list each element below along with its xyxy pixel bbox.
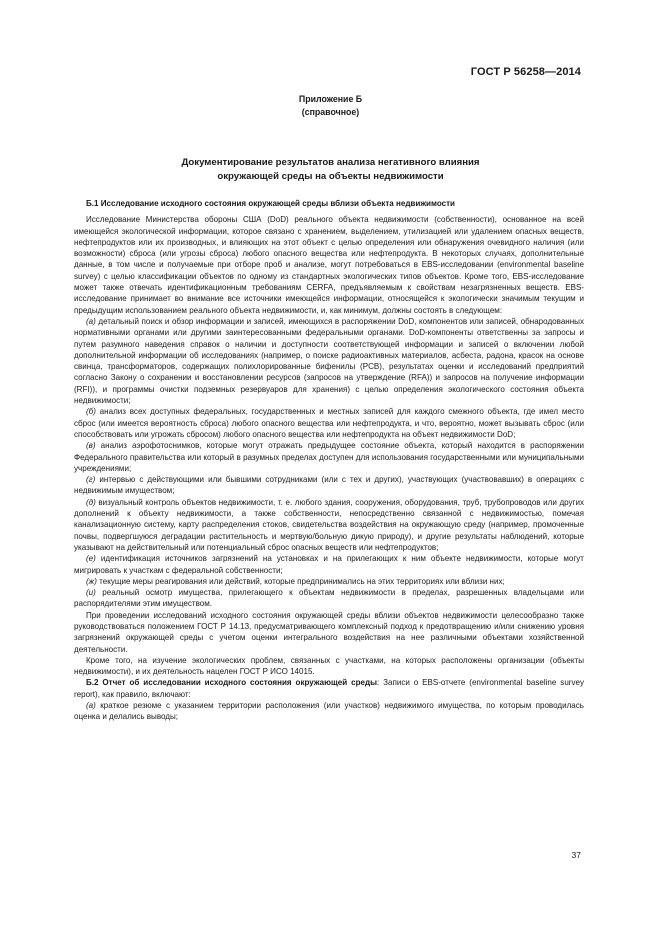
list-text-e: идентификация источников загрязнений на установках и на прилегающих к ним объекте недвижимости, которые могут мигрировать к участкам с федеральной собственности; (74, 554, 584, 575)
list-text-a: детальный поиск и обзор информации и записей, имеющихся в распоряжении DoD, компонентов или записей, обнародованных нормативными органами или другими заинтересованными федеральными органами. DoD-компоненты ответственны за запросы и путем разумного наведения справок о наличии и доступности соответствующей информации и записей о включении любой дополнительной информации об исследованиях (например, о поиске радиоактивных материалов, асбеста, радона, красок на основе свинца, трансформаторов, содержащих полихлорированные бифенилы (PCB), результатах оценки и исследований предприятий согласно Закону о сохранении и восстановлении ресурсов (запросов на утверждение (RFA)) и запросов на получение информации (RFI)), и программы очистки подземных резервуаров для хранения) с целью определения экологического состояния объекта недвижимости; (74, 316, 584, 406)
list-label-zh: (ж) (86, 576, 97, 586)
paragraph-intro: Исследование Министерства обороны США (DoD) реального объекта недвижимости (собственности), основанное на всей имеющейся экологической информации, которое связано с хранением, выделением, утилизацией или удалением опасных веществ, нефтепродуктов или их производных, и влияющих на этот объект с целью определения или обнаружения очевидного наличия (или возможности) сброса (или угрозы сброса) любого опасного вещества или нефтепродукта. В некоторых случаях, дополнительные данные, в том числе и получаемые при отборе проб и анализе, могут потребоваться в EBS-исследовании (environmental baseline survey) с целью классификации объектов по одному из стандартных экологических типов объектов. Кроме того, EBS-исследование может также отвечать идентификационным требованиям CERFA, предъявляемым к свойствам незагрязненных веществ. EBS-исследование принимает во внимание все источники имеющейся информации, относящейся к экологически значимым текущим и предыдущим использованием реального объекта недвижимости, и, как минимум, должны состоять в следующем: (74, 215, 584, 315)
section-b2-text: : Записи о EBS-отчете (environmental baseline survey report), как правило, включают: (74, 678, 584, 699)
standard-id: ГОСТ Р 56258—2014 (470, 66, 581, 78)
list-text-g: интервью с действующими или бывшими сотрудниками (или с тех и других), участвующих (участвовавших) в операциях с недвижимым имуществом; (74, 475, 584, 496)
paragraph-gost-reference: При проведении исследований исходного состояния окружающей среды вблизи объектов недвижимости целесообразно также руководствоваться положением ГОСТ Р 14.13, предусматривающего комплексный подход к предотвращению и/или снижению уровня загрязнений окружающей среды с учетом оценки интегрального воздействия на нее различными объектами хозяйственной деятельности. (74, 610, 584, 654)
document-title-line-2: окружающей среды на объекты недвижимости (217, 171, 444, 182)
section-b1-heading: Б.1 Исследование исходного состояния окружающей среды вблизи объекта недвижимости (86, 199, 455, 208)
list-item-zh (74, 576, 584, 587)
list-item-g (74, 474, 584, 497)
document-title-line-1: Документирование результатов анализа негативного влияния (181, 157, 480, 168)
list-label-g: (г) (86, 475, 96, 485)
list-item-b (74, 406, 584, 440)
list-label-b: (б) (86, 407, 96, 417)
list-text-b: анализ всех доступных федеральных, государственных и местных записей для каждого смежного объекта, где имел место сброс (или имеется вероятность сброса) любого опасного вещества или нефтепродукта, и что, вероятно, может вызывать сброс (или способствовать или угрожать сбросом) любого опасного вещества или нефтепродукта на объект недвижимости DoD; (74, 407, 584, 439)
document-body (74, 198, 584, 723)
list-text-zh: текущие меры реагирования или действий, которые предпринимались на этих территориях или вблизи них; (96, 576, 505, 586)
section-b2 (74, 677, 584, 700)
list-item-i (74, 587, 584, 610)
paragraph-iso-reference: Кроме того, на изучение экологических проблем, связанных с участками, на которых расположены организации (объекты недвижимости), и их деятельность нацелен ГОСТ Р ИСО 14015. (74, 655, 584, 677)
list-item-v (74, 440, 584, 474)
annex-title: Приложение Б (298, 94, 363, 104)
annex-note: (справочное) (301, 107, 360, 117)
list-label-a2: (а) (86, 701, 96, 711)
list-label-e: (е) (86, 554, 96, 564)
list-text-v: анализ аэрофотоснимков, которые могут отражать предыдущее состояние объекта, который находится в распоряжении Федерального правительства или который в разумных пределах доступен для использования государственными или муниципальными учреждениями; (74, 441, 584, 473)
section-b2-heading: Б.2 Отчет об исследовании исходного состояния окружающей среды (86, 678, 377, 688)
list-text-i: реальный осмотр имущества, прилегающего к объектам недвижимости в пределах, разрешенных владельцами или распорядителями этим имуществом. (74, 588, 584, 609)
list-label-v: (в) (86, 441, 96, 451)
page-number: 37 (571, 850, 581, 860)
list-label-a: (а) (86, 316, 96, 326)
list-item-a (74, 316, 584, 406)
list-item-d (74, 497, 584, 553)
list-item-a2 (74, 700, 584, 723)
list-label-d: (д) (86, 497, 96, 507)
list-text-d: визуальный контроль объектов недвижимости, т. е. любого здания, сооружения, оборудования, труб, трубопроводов или других дополнений к объекту недвижимости, а также собственности, непосредственно связанной с недвижимостью, помечая канализационную систему, карту распределения стоков, свидетельства воздействия на окружающую среду (например, промоченные почвы, подвергшуюся деградации растительность и мертвую/больную дикую природу), и другие результаты наблюдений, которые указывают на действительный или потенциальный сброс опасных веществ или нефтепродуктов; (74, 497, 584, 552)
list-text-a2: краткое резюме с указанием территории расположения (или участков) недвижимого имущества, по которым проводилась оценка и делались выводы; (74, 701, 584, 722)
list-item-e (74, 553, 584, 576)
list-label-i: (и) (86, 588, 96, 598)
